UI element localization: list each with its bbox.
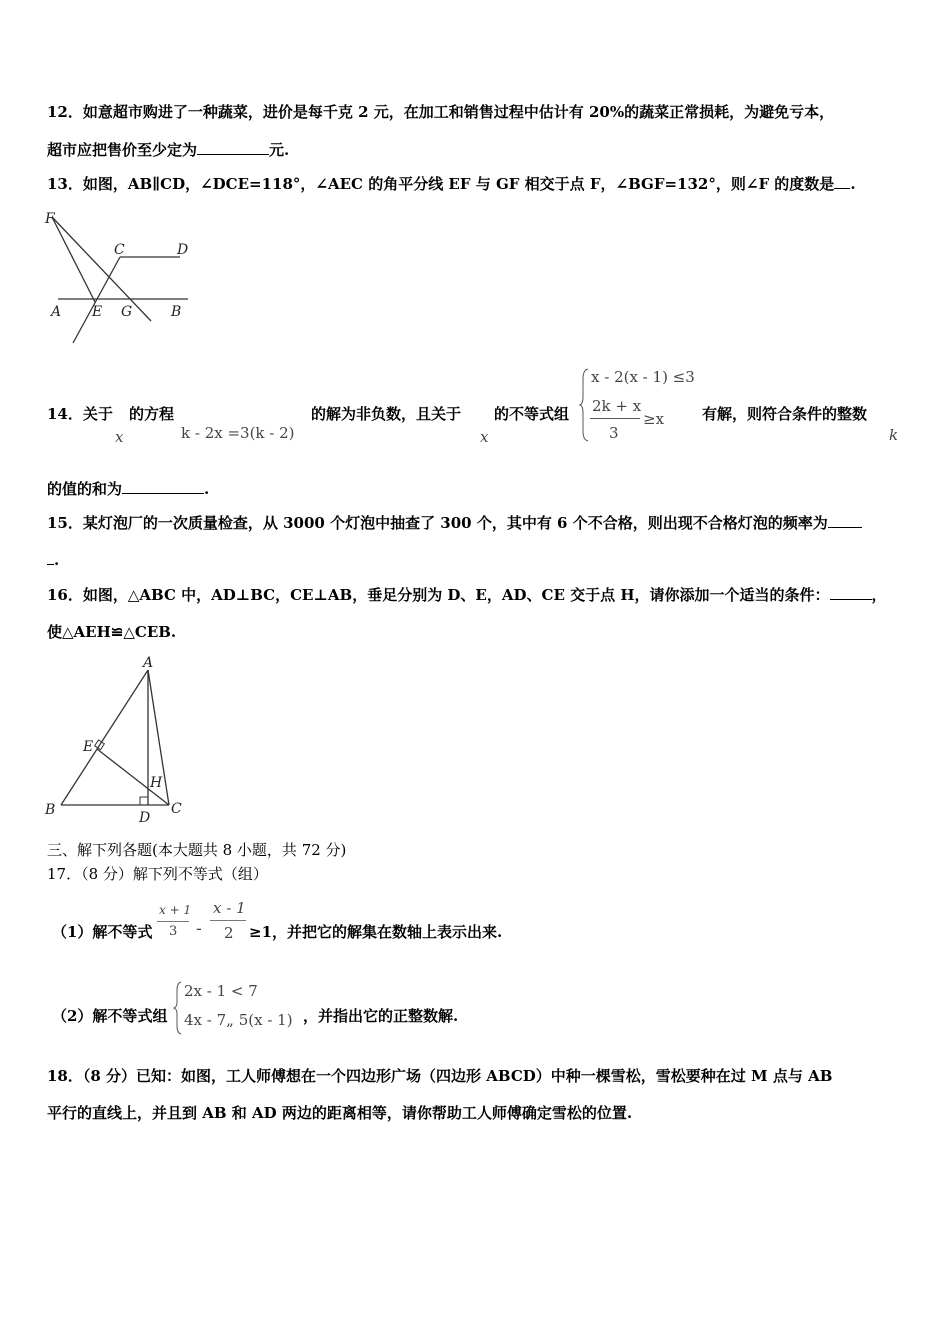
q12-line2 <box>47 140 289 160</box>
q17-frac2-bar <box>210 920 246 921</box>
q14-p1: 14．关于 <box>47 405 113 423</box>
q12-answer-blank[interactable] <box>197 140 269 155</box>
q16-line1 <box>47 585 887 605</box>
q14-equation: k - 2x =3(k - 2) <box>181 424 295 442</box>
side-ab <box>61 670 148 805</box>
q17-brace <box>173 980 183 1036</box>
q16-question: 16．如图，△ABC 中，AD⊥BC，CE⊥AB，垂足分别为 D、E，AD、CE 交于点 H，请你添加一个适当的条件： <box>47 586 830 604</box>
line-fe <box>52 217 95 302</box>
q13-question: 13．如图，AB∥CD，∠DCE=118°，∠AEC 的角平分线 EF 与 GF 相交于点 F，∠BGF=132°，则∠F 的度数是 <box>47 175 835 193</box>
q17-title: 17．（8 分）解下列不等式（组） <box>47 865 268 883</box>
label-e: E <box>92 304 103 320</box>
q14-answer-blank[interactable] <box>122 479 204 494</box>
q14-var-x1: x <box>115 428 124 446</box>
q17-part2-post: ，并指出它的正整数解. <box>303 1007 459 1025</box>
label-f: F <box>45 211 55 227</box>
q14-line2-pre: 的值的和为 <box>47 480 123 498</box>
q14-line2 <box>47 479 209 499</box>
q17-sys1: 2x - 1 < 7 <box>184 982 258 1000</box>
q14-ineq2-den: 3 <box>609 424 619 442</box>
q14-p2: 的方程 <box>129 405 175 423</box>
q17-minus: - <box>196 919 202 939</box>
q17-frac1-den: 3 <box>169 924 178 939</box>
q14-ineq2-rhs: ≥x <box>643 410 665 428</box>
q13-text <box>47 174 856 194</box>
q16-line2: 使△AEH≌△CEB. <box>47 623 177 641</box>
q15-answer-blank[interactable] <box>828 513 862 528</box>
q15-end: . <box>54 551 60 569</box>
q14-var-x2: x <box>480 428 489 446</box>
q17-sys2: 4x - 7„ 5(x - 1) <box>184 1011 293 1029</box>
q17-frac2-num: x - 1 <box>213 899 246 917</box>
q15-answer-blank-cont[interactable] <box>47 550 54 565</box>
q14-p3: 的解为非负数，且关于 <box>311 405 462 423</box>
q14-fraction-bar <box>590 418 640 419</box>
q14-ineq2-num: 2k + x <box>592 397 642 415</box>
label-c: C <box>171 801 182 817</box>
q18-line2: 平行的直线上，并且到 AB 和 AD 两边的距离相等，请你帮助工人师傅确定雪松的位置. <box>47 1104 633 1122</box>
q15-question: 15．某灯泡厂的一次质量检查，从 3000 个灯泡中抽查了 300 个，其中有 6 个不合格，则出现不合格灯泡的频率为 <box>47 514 828 532</box>
q14-ineq1: x - 2(x - 1) ≤3 <box>591 368 695 386</box>
line-ce <box>73 257 120 343</box>
q17-part1-pre: （1）解不等式 <box>52 923 153 941</box>
section-heading: 三、解下列各题(本大题共 8 小题，共 72 分) <box>47 841 347 859</box>
q15-line2 <box>47 550 59 570</box>
q14-brace <box>579 367 591 443</box>
q15-line1 <box>47 513 862 533</box>
label-b: B <box>171 304 182 320</box>
q17-part1-post: ≥1，并把它的解集在数轴上表示出来. <box>249 923 503 941</box>
q14-var-k: k <box>889 426 899 444</box>
label-e: E <box>83 739 94 755</box>
q14-line2-post: . <box>204 480 210 498</box>
q14-p5: 有解，则符合条件的整数 <box>702 405 868 423</box>
q17-frac1-num: x + 1 <box>159 903 192 917</box>
label-a: A <box>143 655 154 671</box>
q16-comma: ， <box>871 586 887 604</box>
q17-frac1-bar <box>157 921 189 922</box>
label-g: G <box>121 304 133 320</box>
q12-line2-pre: 超市应把售价至少定为 <box>47 141 198 159</box>
q18-line1: 18．（8 分）已知：如图，工人师傅想在一个四边形广场（四边形 ABCD）中种一棵雪松，雪松要种在过 M 点与 AB <box>47 1067 833 1085</box>
q16-answer-blank[interactable] <box>830 585 872 600</box>
q13-answer-blank[interactable] <box>834 174 850 189</box>
right-angle-d <box>140 797 148 805</box>
label-d: D <box>139 810 151 826</box>
q16-figure <box>40 652 200 827</box>
q12-line1: 12．如意超市购进了一种蔬菜，进价是每千克 2 元，在加工和销售过程中估计有 20%的蔬菜正常损耗，为避免亏本， <box>47 103 835 121</box>
label-h: H <box>150 775 163 791</box>
q13-end: . <box>850 175 856 193</box>
q17-part2-pre: （2）解不等式组 <box>52 1007 168 1025</box>
label-c: C <box>114 242 125 258</box>
label-a: A <box>51 304 62 320</box>
q17-frac2-den: 2 <box>224 924 234 942</box>
label-b: B <box>45 802 56 818</box>
q14-p4: 的不等式组 <box>494 405 570 423</box>
label-d: D <box>177 242 189 258</box>
q12-line2-post: 元. <box>269 141 290 159</box>
q13-figure <box>40 205 200 350</box>
